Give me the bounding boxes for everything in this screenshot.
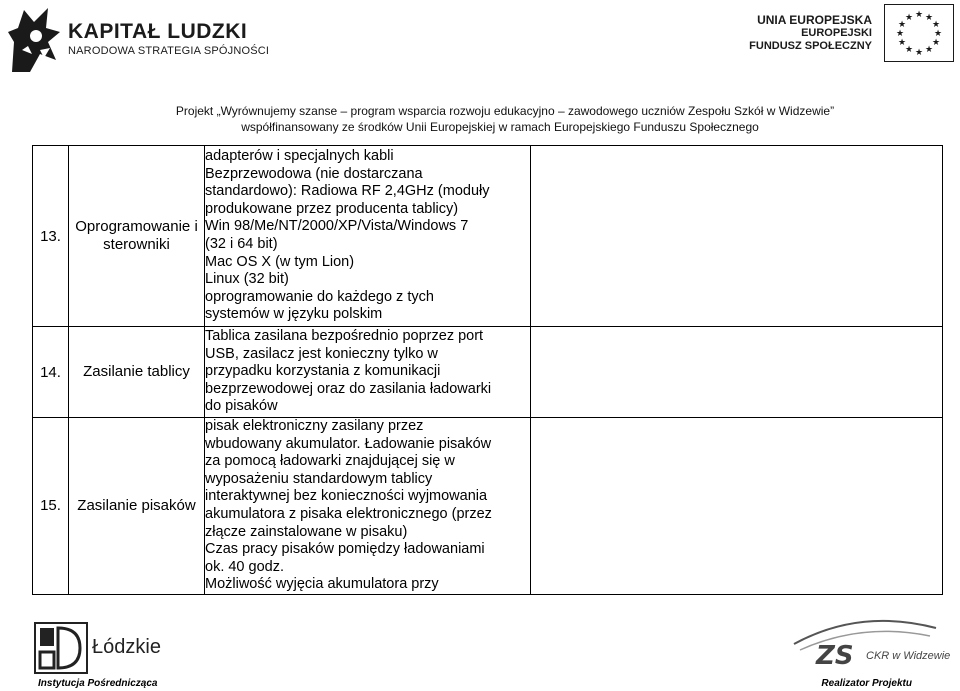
desc-line: (32 i 64 bit) bbox=[205, 236, 278, 252]
table-row bbox=[33, 146, 943, 327]
desc-line: do pisaków bbox=[205, 398, 278, 415]
desc-line: adapterów i specjalnych kabli bbox=[205, 148, 394, 165]
lodzkie-logo bbox=[34, 622, 88, 674]
desc-line: pisak elektroniczny zasilany przez bbox=[205, 418, 424, 434]
desc-line: przypadku korzystania z komunikacji bbox=[205, 363, 441, 380]
row-name: Oprogramowanie i sterowniki bbox=[69, 146, 205, 327]
desc-line: Linux (32 bit) bbox=[205, 271, 289, 288]
svg-text:★: ★ bbox=[924, 45, 934, 55]
desc-line: systemów w języku polskim bbox=[205, 306, 383, 323]
kapital-ludzki-logo bbox=[4, 2, 64, 74]
desc-line: za pomocą ładowarki znajdującej się w bbox=[205, 453, 455, 470]
eu-flag-icon bbox=[884, 4, 954, 62]
row-description bbox=[205, 418, 531, 595]
desc-line: złącze zainstalowane w pisaku) bbox=[205, 523, 408, 540]
desc-line: Mac OS X (w tym Lion) bbox=[205, 253, 355, 270]
desc-line: USB, zasilacz jest konieczny tylko w bbox=[205, 345, 438, 362]
svg-text:★: ★ bbox=[897, 20, 907, 30]
project-title-line: Projekt „Wyrównujemy szanse – program wsparcia rozwoju edukacyjno – zawodowego uczniów Zespołu Szkół w Widzewie” bbox=[175, 104, 835, 118]
row-name: Zasilanie tablicy bbox=[69, 327, 205, 418]
eu-line-2: EUROPEJSKI bbox=[801, 27, 872, 39]
desc-line: akumulatora z pisaka elektronicznego (przez bbox=[205, 505, 492, 522]
desc-line: standardowo): Radiowa RF 2,4GHz (moduły bbox=[205, 183, 490, 200]
eu-line-3: FUNDUSZ SPOŁECZNY bbox=[749, 40, 872, 52]
table-row bbox=[33, 327, 943, 418]
svg-text:★: ★ bbox=[914, 10, 924, 20]
desc-line: produkowane przez producenta tablicy) bbox=[205, 200, 459, 217]
project-funding-line: współfinansowany ze środków Unii Europejskiej w ramach Europejskiego Funduszu Społecznego bbox=[241, 120, 759, 134]
row-description bbox=[205, 327, 531, 418]
kapital-ludzki-title: KAPITAŁ LUDZKI bbox=[68, 20, 248, 43]
footer-right-caption: Realizator Projektu bbox=[821, 678, 912, 689]
row-number: 13. bbox=[33, 146, 69, 327]
footer-left-caption: Instytucja Pośrednicząca bbox=[38, 678, 158, 689]
zs-ckr-label: CKR w Widzewie bbox=[866, 650, 951, 662]
desc-line: Czas pracy pisaków pomiędzy ładowaniami bbox=[205, 541, 485, 558]
desc-line: Bezprzewodowa (nie dostarczana bbox=[205, 165, 423, 182]
svg-text:★: ★ bbox=[904, 13, 914, 23]
svg-text:★: ★ bbox=[933, 29, 943, 39]
svg-text:★: ★ bbox=[904, 45, 914, 55]
row-number: 14. bbox=[33, 327, 69, 418]
blank-cell bbox=[531, 327, 943, 418]
desc-line: wbudowany akumulator. Ładowanie pisaków bbox=[205, 435, 492, 452]
svg-text:★: ★ bbox=[931, 38, 941, 48]
blank-cell bbox=[531, 146, 943, 327]
row-description bbox=[205, 146, 531, 327]
desc-line: Win 98/Me/NT/2000/XP/Vista/Windows 7 bbox=[205, 218, 469, 235]
desc-line: bezprzewodowej oraz do zasilania ładowarki bbox=[205, 380, 492, 397]
lodzkie-label: Łódzkie bbox=[92, 636, 161, 658]
desc-line: oprogramowanie do każdego z tych bbox=[205, 288, 434, 305]
desc-line: ok. 40 godz. bbox=[205, 558, 284, 575]
svg-text:★: ★ bbox=[914, 48, 924, 58]
svg-text:★: ★ bbox=[924, 13, 934, 23]
svg-text:★: ★ bbox=[895, 29, 905, 39]
table-row bbox=[33, 418, 943, 595]
svg-text:★: ★ bbox=[897, 38, 907, 48]
spec-table bbox=[32, 145, 943, 595]
desc-line: Tablica zasilana bezpośrednio poprzez port bbox=[205, 328, 484, 345]
kapital-ludzki-subtitle: NARODOWA STRATEGIA SPÓJNOŚCI bbox=[68, 45, 270, 57]
row-number: 15. bbox=[33, 418, 69, 595]
row-name: Zasilanie pisaków bbox=[69, 418, 205, 595]
desc-line: Możliwość wyjęcia akumulatora przy bbox=[205, 576, 439, 593]
eu-line-1: UNIA EUROPEJSKA bbox=[757, 13, 872, 27]
desc-line: wyposażeniu standardowym tablicy bbox=[205, 470, 433, 487]
blank-cell bbox=[531, 418, 943, 595]
svg-text:★: ★ bbox=[931, 20, 941, 30]
svg-text:ZS: ZS bbox=[816, 641, 854, 668]
eu-logo-text bbox=[749, 14, 872, 53]
desc-line: interaktywnej bez konieczności wyjmowania bbox=[205, 488, 488, 505]
